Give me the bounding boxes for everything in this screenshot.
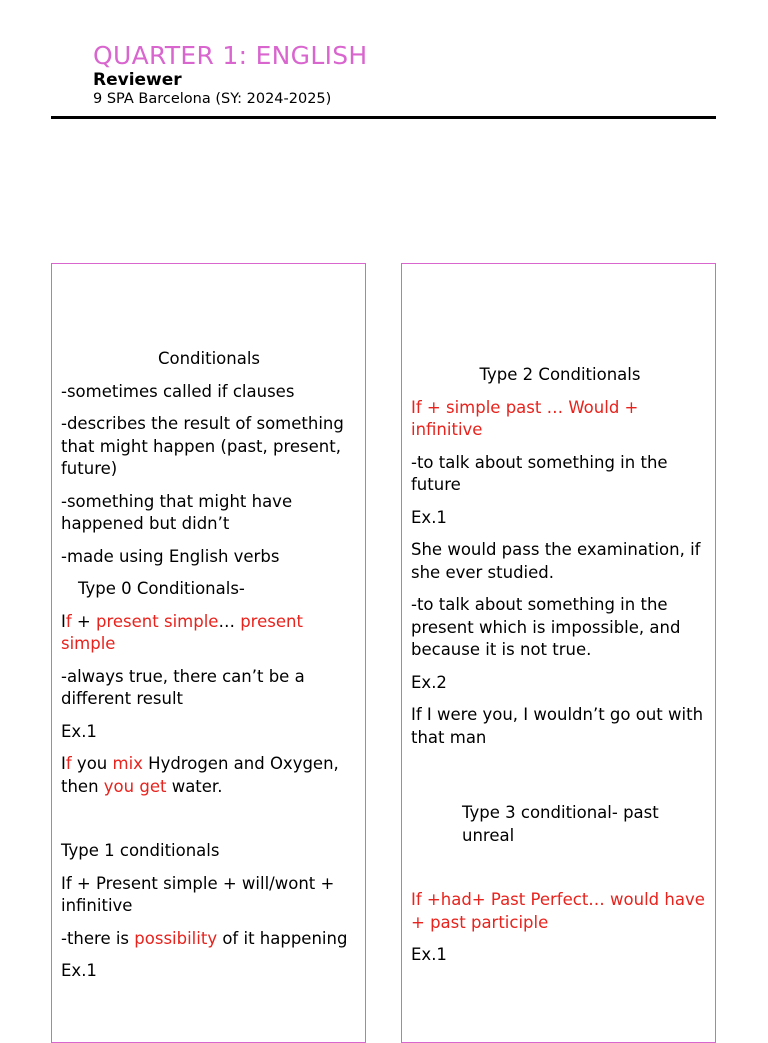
type0-example: If you mix Hydrogen and Oxygen, then you get water. [61,754,339,796]
type3-example-label: Ex.1 [411,945,447,964]
conditionals-note-4: -made using English verbs [61,546,280,566]
type1-description: -there is possibility of it happening [61,928,348,948]
type0-heading: Type 0 Conditionals- [78,579,245,598]
spacer [411,857,709,889]
type1-heading: Type 1 conditionals [61,841,220,860]
header-divider [51,116,716,119]
type2-example-2: If I were you, I wouldn’t go out with that man [411,705,704,747]
document-title: QUARTER 1: ENGLISH [93,41,368,70]
spacer [61,808,357,840]
type0-formula: If + present simple… present simple [61,611,303,653]
conditionals-note-3: -something that might have happened but didn’t [61,491,293,533]
type2-description-2: -to talk about something in the present which is impossible, and because it is not true. [411,595,681,659]
type2-example-1: She would pass the examination, if she ever studied. [411,540,701,582]
type3-formula: If +had+ Past Perfect… would have + past participle [411,890,705,932]
spacer [411,759,709,802]
right-column [411,364,709,977]
type3-heading: Type 3 conditional- past unreal [462,803,659,845]
type0-example-label: Ex.1 [61,721,97,741]
type0-description: -always true, there can’t be a different result [61,666,305,708]
type2-description-1: -to talk about something in the future [411,452,668,494]
conditionals-note-1: -sometimes called if clauses [61,381,295,401]
type2-example-2-label: Ex.2 [411,672,447,692]
document-subtitle: Reviewer [93,70,182,90]
class-info: 9 SPA Barcelona (SY: 2024-2025) [93,91,332,107]
type2-example-1-label: Ex.1 [411,507,447,527]
conditionals-note-2: -describes the result of something that might happen (past, present, future) [61,414,344,478]
left-column [61,348,357,993]
type1-formula: If + Present simple + will/wont + infinitive [61,873,335,915]
type2-formula: If + simple past … Would + infinitive [411,397,639,439]
type2-heading: Type 2 Conditionals [479,365,641,384]
type1-example-label: Ex.1 [61,961,97,980]
conditionals-heading: Conditionals [157,349,261,368]
